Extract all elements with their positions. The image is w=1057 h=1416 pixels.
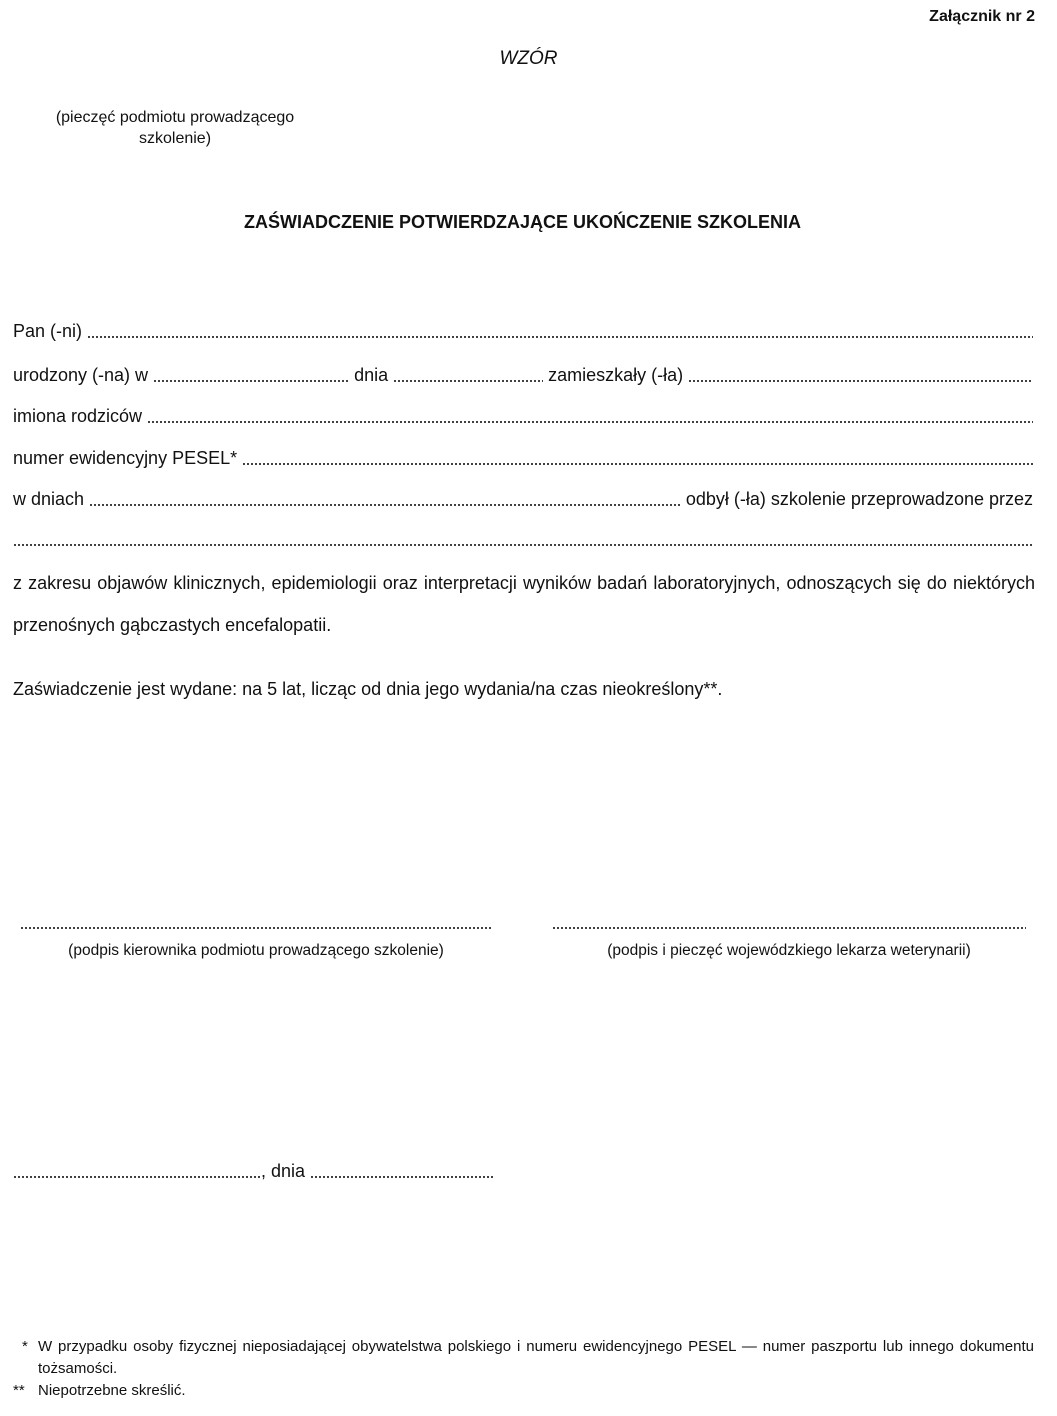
footnote-2-text: Niepotrzebne skreślić. — [38, 1382, 186, 1399]
scope-paragraph: z zakresu objawów klinicznych, epidemiologii oraz interpretacji wyników badań laboratoryjnych, odnoszących się do niektórych przenośnych gąbczastych encefalopatii. — [13, 573, 1035, 635]
name-label: Pan (-ni) — [13, 321, 83, 341]
left-signature-line[interactable] — [20, 927, 492, 929]
parents-field[interactable] — [147, 421, 1033, 423]
left-signature-caption: (podpis kierownika podmiotu prowadzącego szkolenie) — [68, 942, 444, 959]
resident-label: zamieszkały (-ła) — [548, 365, 684, 385]
pattern-label: WZÓR — [499, 48, 558, 69]
footnote-1-text: W przypadku osoby fizycznej nieposiadającej obywatelstwa polskiego i numeru ewidencyjnego PESEL — numer paszportu lub innego dokumentu tożsamości. — [38, 1338, 1034, 1377]
place-field[interactable] — [13, 1176, 261, 1178]
document-title: ZAŚWIADCZENIE POTWIERDZAJĄCE UKOŃCZENIE SZKOLENIA — [243, 212, 801, 232]
completed-label: odbył (-ła) szkolenie przeprowadzone przez — [685, 489, 1033, 509]
days-field[interactable] — [89, 504, 681, 506]
pesel-label: numer ewidencyjny PESEL* — [13, 448, 238, 468]
birthplace-field[interactable] — [153, 380, 349, 382]
born-label: urodzony (-na) w — [13, 365, 149, 385]
right-signature-line[interactable] — [552, 927, 1026, 929]
place-date-row — [13, 1158, 493, 1182]
trainer-field[interactable] — [13, 544, 1033, 546]
address-field[interactable] — [688, 380, 1033, 382]
place-day-label: , dnia — [261, 1161, 306, 1181]
validity-statement: Zaświadczenie jest wydane: na 5 lat, licząc od dnia jego wydania/na czas nieokreślony**. — [13, 679, 723, 699]
days-label: w dniach — [13, 489, 85, 509]
parents-row — [13, 403, 1033, 427]
trainer-row — [13, 526, 1033, 550]
days-row — [13, 486, 1033, 510]
pesel-row — [13, 445, 1033, 469]
date-field[interactable] — [310, 1176, 493, 1178]
birthdate-field[interactable] — [393, 380, 543, 382]
pesel-field[interactable] — [242, 463, 1033, 465]
name-row — [13, 318, 1033, 342]
birth-row — [13, 362, 1033, 386]
footnote-2-mark: ** — [13, 1382, 25, 1399]
footnote-1-mark: * — [22, 1338, 28, 1355]
birth-day-label: dnia — [354, 365, 389, 385]
right-signature-caption: (podpis i pieczęć wojewódzkiego lekarza weterynarii) — [607, 942, 971, 959]
parents-label: imiona rodziców — [13, 406, 143, 426]
name-field[interactable] — [87, 336, 1033, 338]
stamp-caption: (pieczęć podmiotu prowadzącego szkolenie) — [55, 109, 295, 147]
annex-number: Załącznik nr 2 — [929, 8, 1035, 25]
